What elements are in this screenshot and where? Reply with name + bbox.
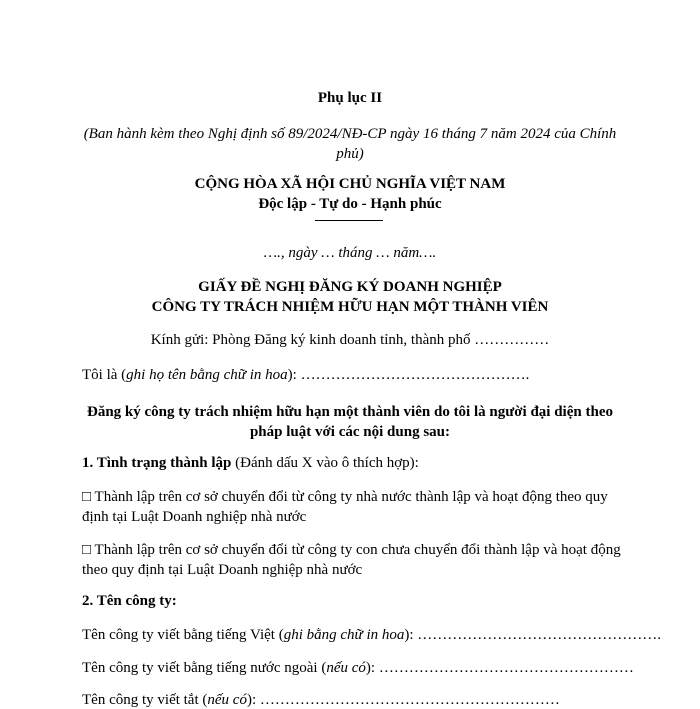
- section2-title: 2. Tên công ty:: [82, 593, 177, 609]
- company-name-foreign-hint: nếu có: [326, 660, 366, 676]
- motto-underline: [315, 220, 383, 221]
- company-name-abbr-prefix: Tên công ty viết tắt (: [82, 692, 208, 708]
- section1-option-2[interactable]: □ Thành lập trên cơ sở chuyển đổi từ công ty con chưa chuyển đổi thành lập và hoạt động theo quy định tại Luật Doanh nghiệp nhà nước: [82, 542, 621, 578]
- section1-option-1[interactable]: □ Thành lập trên cơ sở chuyển đổi từ công ty nhà nước thành lập và hoạt động theo quy định tại Luật Doanh nghiệp nhà nước: [82, 489, 608, 525]
- motto: Độc lập - Tự do - Hạnh phúc: [258, 196, 442, 212]
- date-line: …., ngày … tháng … năm….: [263, 245, 437, 261]
- form-title-line1: GIẤY ĐỀ NGHỊ ĐĂNG KÝ DOANH NGHIỆP: [198, 279, 502, 295]
- declarant-line: [82, 367, 622, 384]
- company-name-foreign-suffix: ): ……………………………………………: [365, 660, 634, 676]
- company-name-foreign-line: [82, 660, 634, 677]
- section1-heading: [82, 455, 622, 472]
- company-name-vn-line: [82, 627, 662, 644]
- company-name-foreign-prefix: Tên công ty viết bằng tiếng nước ngoài (: [82, 660, 327, 676]
- registration-intro: Đăng ký công ty trách nhiệm hữu hạn một thành viên do tôi là người đại diện theo pháp luật với các nội dung sau:: [87, 404, 613, 440]
- company-name-vn-hint: ghi bằng chữ in hoa: [283, 627, 405, 643]
- form-title-line2: CÔNG TY TRÁCH NHIỆM HỮU HẠN MỘT THÀNH VIÊN: [151, 299, 549, 315]
- company-name-abbr-hint: nếu có: [207, 692, 247, 708]
- company-name-vn-suffix: ): ………………………………………….: [404, 627, 662, 643]
- recipient-line: Kính gửi: Phòng Đăng ký kinh doanh tỉnh, thành phố ……………: [150, 332, 550, 348]
- section1-hint: (Đánh dấu X vào ô thích hợp):: [231, 455, 419, 471]
- declarant-hint: ghi họ tên bằng chữ in hoa: [126, 367, 288, 383]
- company-name-abbr-line: [82, 692, 622, 709]
- appendix-issued-by: (Ban hành kèm theo Nghị định số 89/2024/NĐ-CP ngày 16 tháng 7 năm 2024 của Chính phủ): [83, 126, 617, 162]
- appendix-title: Phụ lục II: [317, 90, 383, 106]
- company-name-vn-prefix: Tên công ty viết bằng tiếng Việt (: [82, 627, 284, 643]
- declarant-suffix: ): ……………………………………….: [287, 367, 530, 383]
- section1-title: 1. Tình trạng thành lập: [82, 455, 232, 471]
- nation-heading: CỘNG HÒA XÃ HỘI CHỦ NGHĨA VIỆT NAM: [194, 176, 506, 192]
- declarant-prefix: Tôi là (: [82, 367, 127, 383]
- company-name-abbr-suffix: ): ……………………………………………………: [246, 692, 560, 708]
